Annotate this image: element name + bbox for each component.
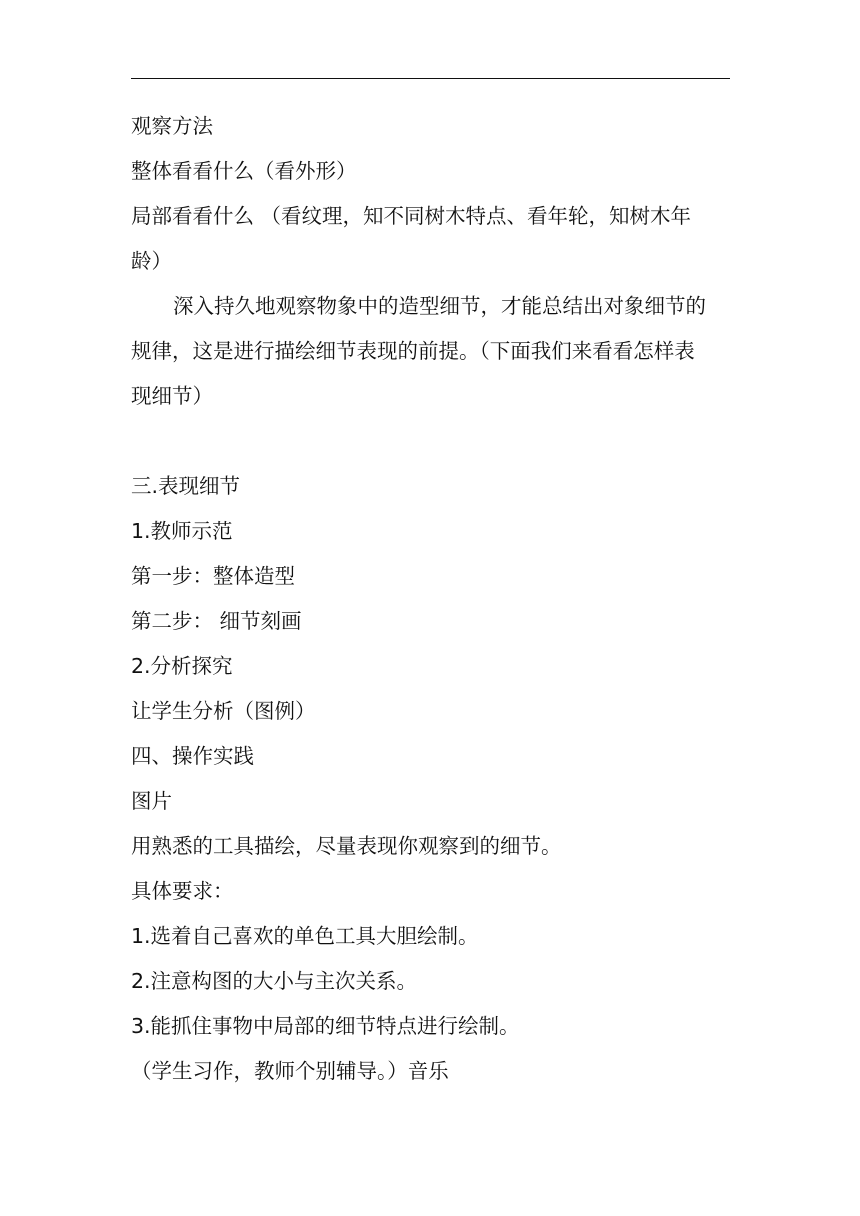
step-item: 第一步：整体造型 [131,564,295,588]
list-item: 2.分析探究 [131,654,233,678]
section-heading: 三.表现细节 [131,474,241,498]
text-line: 局部看看什么 （看纹理，知不同树木特点、看年轮，知树木年 [131,204,692,228]
section-heading: 四、操作实践 [131,744,254,768]
text-line: 让学生分析（图例） [131,699,316,723]
text-line: 龄） [131,249,172,273]
document-body [131,104,730,1094]
text-line: 图片 [131,789,172,813]
text-line: 用熟悉的工具描绘，尽量表现你观察到的细节。 [131,834,562,858]
requirement-item: 1.选着自己喜欢的单色工具大胆绘制。 [131,924,479,948]
heading-observation-method: 观察方法 [131,114,213,138]
paragraph-line: 深入持久地观察物象中的造型细节，才能总结出对象细节的 [173,294,706,318]
step-item: 第二步： 细节刻画 [131,609,302,633]
header-rule [131,78,730,79]
text-line: 具体要求： [131,879,234,903]
requirement-item: 2.注意构图的大小与主次关系。 [131,969,418,993]
requirement-item: 3.能抓住事物中局部的细节特点进行绘制。 [131,1014,520,1038]
paragraph-line: 规律，这是进行描绘细节表现的前提。（下面我们来看看怎样表 [131,339,695,363]
blank-line [131,419,730,464]
text-line: 整体看看什么（看外形） [131,159,357,183]
text-line: （学生习作，教师个别辅导。）音乐 [131,1059,449,1083]
paragraph-line: 现细节） [131,384,213,408]
list-item: 1.教师示范 [131,519,233,543]
